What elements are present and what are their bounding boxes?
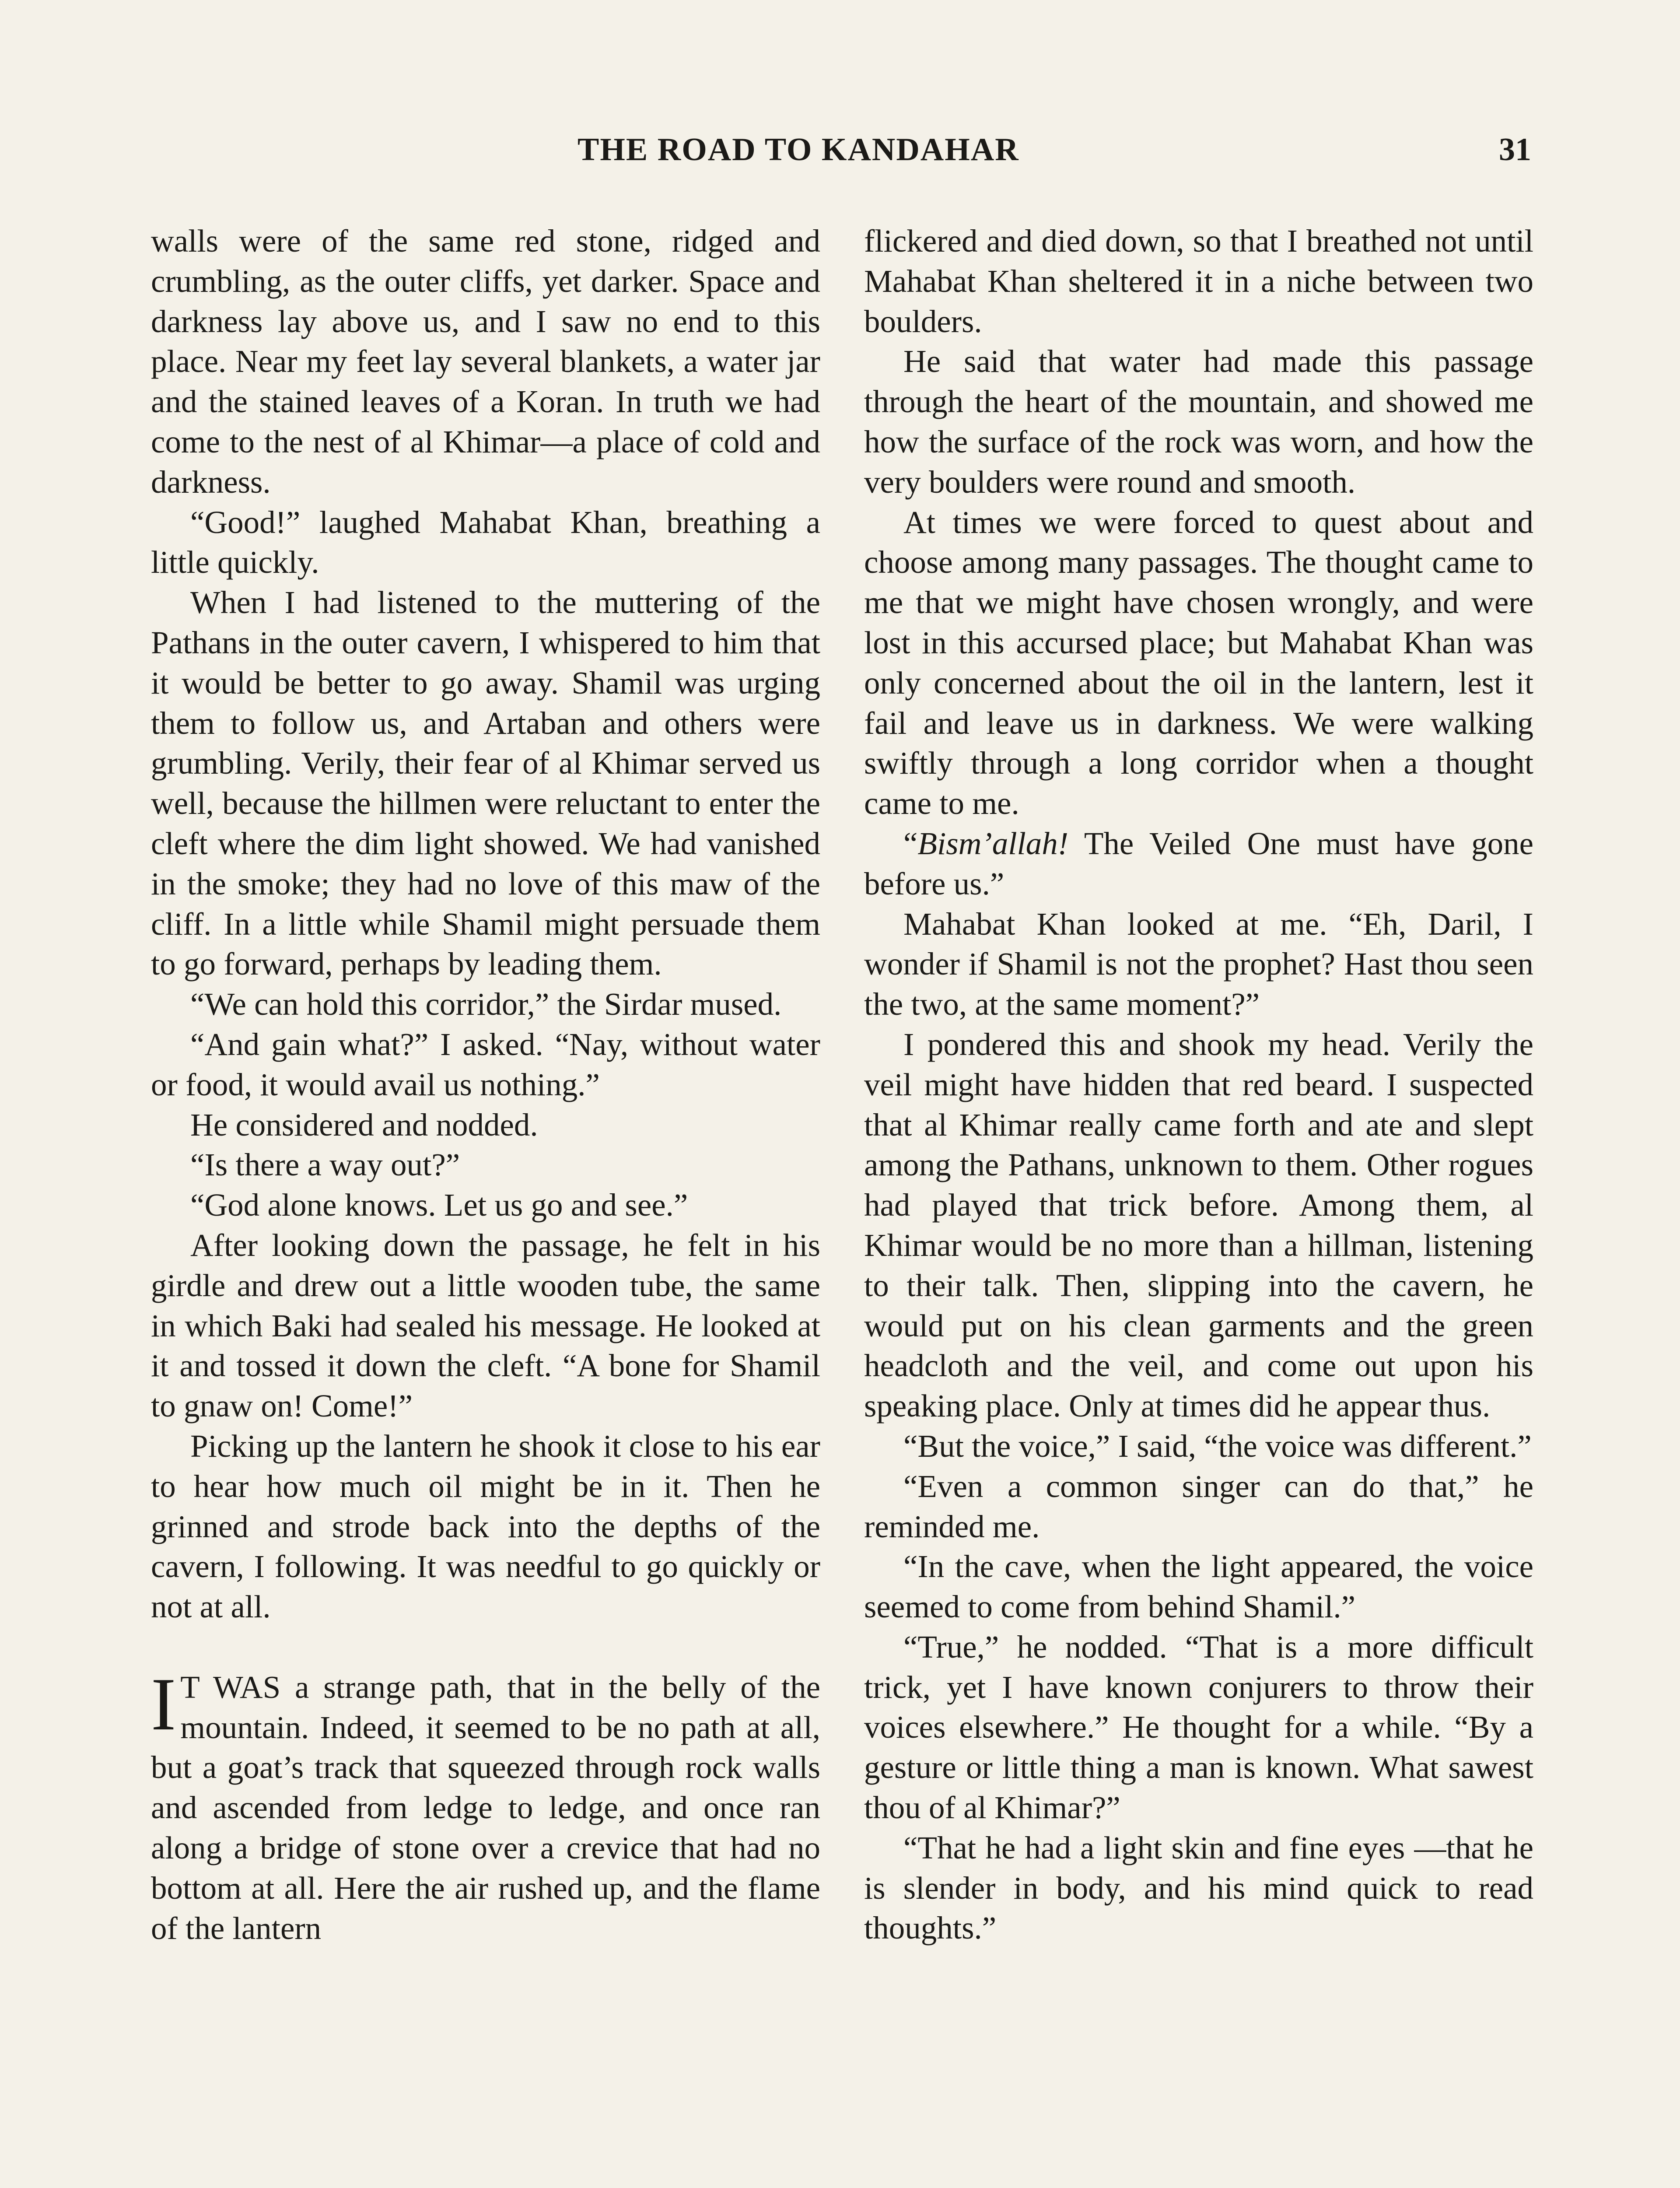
italic-exclamation: Bism’allah!	[917, 825, 1069, 861]
paragraph: “In the cave, when the light appeared, the voice seemed to come from behind Shamil.”	[864, 1549, 1533, 1625]
paragraph: “True,” he nodded. “That is a more difficult trick, yet I have known conjurers to throw their voices elsewhere.” He thought for a while. “By a gesture or little thing a man is known. What sawest thou of al Khimar?”	[864, 1629, 1533, 1826]
page-number: 31	[1499, 132, 1531, 168]
paragraph: “Good!” laughed Mahabat Khan, breathing a little quickly.	[151, 504, 820, 580]
paragraph: “Even a common singer can do that,” he reminded me.	[864, 1468, 1533, 1544]
paragraph: He said that water had made this passage through the heart of the mountain, and showed me how the surface of the rock was worn, and how the very boulders were round and smooth.	[864, 344, 1533, 500]
paragraph: walls were of the same red stone, ridged and crumbling, as the outer cliffs, yet darker. Space and darkness lay above us, and I saw no end to this place. Near my feet lay several blankets, a water jar and the stained leaves of a Koran. In truth we had come to the nest of al Khimar—a place of cold and darkness.	[151, 223, 820, 500]
paragraph-bismallah	[864, 824, 1533, 904]
paragraph: “God alone knows. Let us go and see.”	[190, 1187, 688, 1223]
section-start-text: T WAS a strange path, that in the belly of the mountain. Indeed, it seemed to be no path at all, but a goat’s track that squeezed through rock walls and ascended from ledge to ledge, and once ran along a bridge of stone over a crevice that had no bottom at all. Here the air rushed up, and the flame of the lantern	[151, 1669, 820, 1946]
paragraph: Picking up the lantern he shook it close to his ear to hear how much oil might be in it. Then he grinned and strode back into the depths of the cavern, I following. It was needful to go quickly or not at all.	[151, 1428, 820, 1625]
paragraph: I pondered this and shook my head. Verily the veil might have hidden that red beard. I suspected that al Khimar really came forth and ate and slept among the Pathans, unknown to them. Other rogues had played that trick before. Among them, al Khimar would be no more than a hillman, listening to their talk. Then, slipping into the cavern, he would put on his clean garments and the green headcloth and the veil, and come out upon his speaking place. Only at times did he appear thus.	[864, 1026, 1533, 1424]
paragraph: He considered and nodded.	[190, 1107, 538, 1143]
paragraph: “And gain what?” I asked. “Nay, without water or food, it would avail us nothing.”	[151, 1026, 820, 1102]
paragraph: Mahabat Khan looked at me. “Eh, Daril, I wonder if Shamil is not the prophet? Hast thou seen the two, at the same moment?”	[864, 906, 1533, 1022]
drop-cap: I	[151, 1662, 176, 1746]
paragraph: When I had listened to the muttering of the Pathans in the outer cavern, I whispered to him that it would be better to go away. Shamil was urging them to follow us, and Artaban and others were grumbling. Verily, their fear of al Khimar served us well, because the hillmen were reluctant to enter the cleft where the dim light showed. We had vanished in the smoke; they had no love of this maw of the cliff. In a little while Shamil might persuade them to go forward, perhaps by leading them.	[151, 585, 820, 982]
quote-open: “	[903, 825, 918, 861]
right-column	[864, 221, 1533, 1948]
paragraph: “That he had a light skin and fine eyes —that he is slender in body, and his mind quick to read thoughts.”	[864, 1830, 1533, 1946]
running-head: THE ROAD TO KANDAHAR	[578, 132, 1019, 168]
quote-rest: The Veiled One must have gone before us.”	[864, 825, 1533, 901]
section-start-paragraph	[151, 1662, 820, 1949]
paragraph: After looking down the passage, he felt in his girdle and drew out a little wooden tube, the same in which Baki had sealed his message. He looked at it and tossed it down the cleft. “A bone for Shamil to gnaw on! Come!”	[151, 1227, 820, 1424]
paragraph: “Is there a way out?”	[190, 1147, 460, 1183]
paragraph: “We can hold this corridor,” the Sirdar mused.	[190, 986, 782, 1022]
paragraph: flickered and died down, so that I breathed not until Mahabat Khan sheltered it in a niche between two boulders.	[864, 223, 1533, 339]
paragraph: At times we were forced to quest about and choose among many passages. The thought came to me that we might have chosen wrongly, and were lost in this accursed place; but Mahabat Khan was only concerned about the oil in the lantern, lest it fail and leave us in darkness. We were walking swiftly through a long corridor when a thought came to me.	[864, 504, 1533, 821]
paragraph: “But the voice,” I said, “the voice was different.”	[903, 1428, 1532, 1464]
left-column	[151, 221, 820, 1948]
